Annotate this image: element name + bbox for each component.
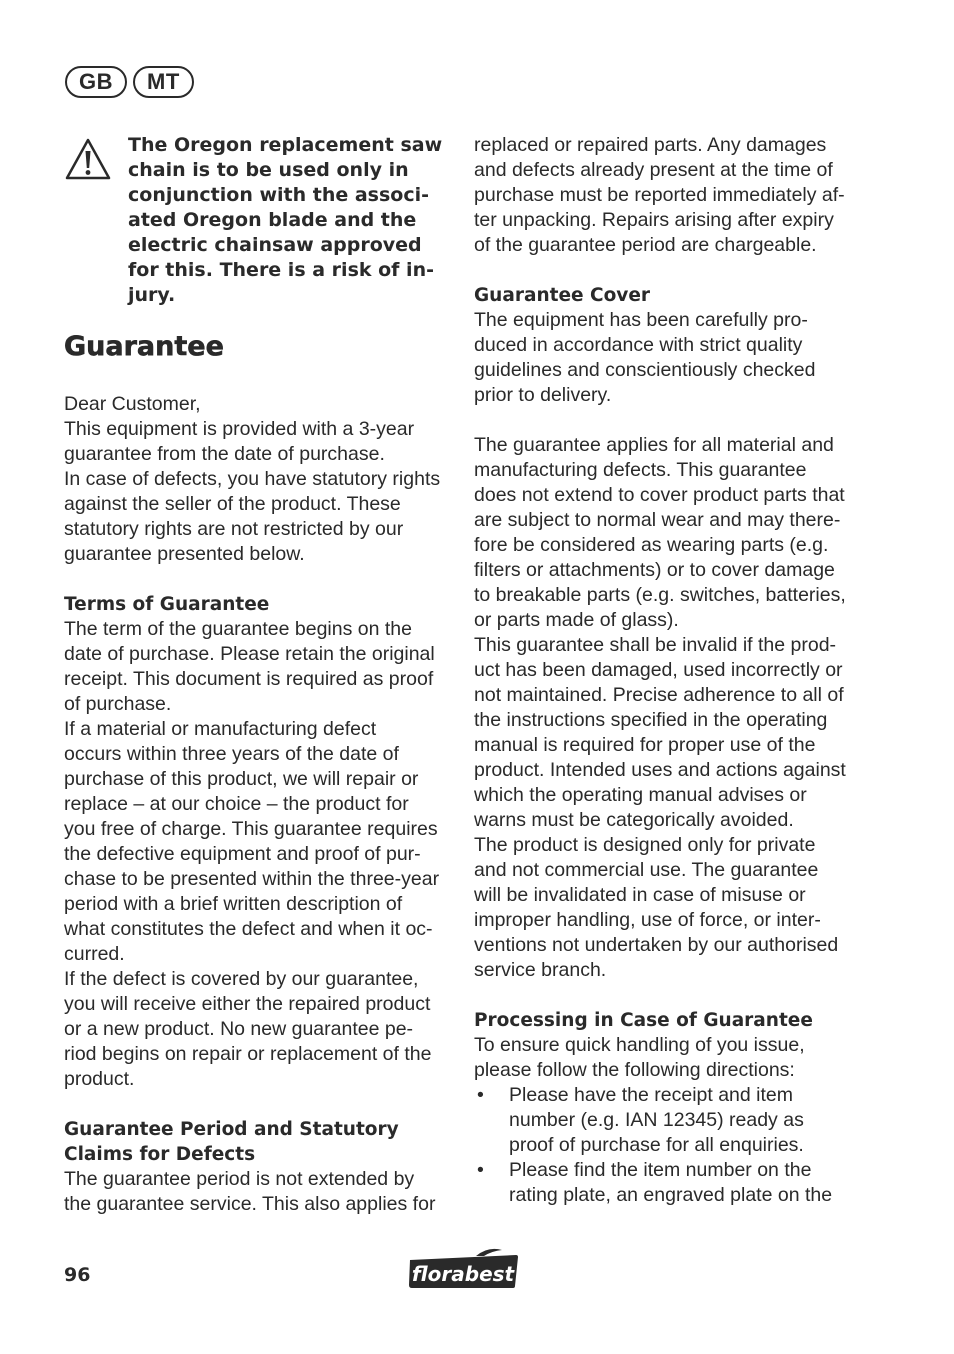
warning-triangle-icon xyxy=(64,133,112,308)
intro-paragraph: Dear Customer, This equipment is provided with a 3-year guarantee from the date of purchase. In case of defects, you have statutory rights against the seller of the product. These statutory rights are not restricted by our guarantee presented below. xyxy=(64,393,441,565)
processing-list xyxy=(474,1083,860,1208)
lang-badge-gb: GB xyxy=(65,66,127,98)
left-column xyxy=(64,133,448,1217)
cover-paragraph-1: The equipment has been carefully pro- duced in accordance with strict quality guidelines and conscientiously checked prior to delivery. xyxy=(474,309,816,406)
list-item: • Please have the receipt and item number (e.g. IAN 12345) ready as proof of purchase for all enquiries. xyxy=(474,1083,860,1158)
cover-paragraph-2: The guarantee applies for all material and manufacturing defects. This guarantee does not extend to cover product parts that are subject to normal wear and may there- fore be considered as wearing parts (e.g. filters or attachments) or to cover damage to breakable parts (e.g. switches, batteries, or parts made of glass). This guarantee shall be invalid if the prod- uct has been damaged, used incorrectly or not maintained. Precise adherence to all of the instructions specified in the operating manual is required for proper use of the product. Intended uses and actions against which the operating manual advises or warns must be categorically avoided. The product is designed only for private and not commercial use. The guarantee will be invalidated in case of misuse or improper handling, use of force, or inter- ventions not undertaken by our authorised service branch. xyxy=(474,434,846,981)
cover-heading: Guarantee Cover xyxy=(474,285,651,306)
page-title: Guarantee xyxy=(64,331,224,362)
right-column xyxy=(474,133,860,1208)
warning-text: The Oregon replacement saw chain is to be used only in conjunction with the associ- ated Oregon blade and the electric chainsaw approved for this. There is a risk of in- jury. xyxy=(128,134,443,306)
florabest-logo xyxy=(406,1246,520,1290)
continued-paragraph: replaced or repaired parts. Any damages and defects already present at the time of purchase must be reported immediately af- ter unpacking. Repairs arising after expiry of the guarantee period are chargeable. xyxy=(474,134,845,256)
processing-heading: Processing in Case of Guarantee xyxy=(474,1010,813,1031)
logo-text: florabest xyxy=(411,1262,515,1286)
page-number: 96 xyxy=(64,1264,91,1286)
list-item: • Please find the item number on the rating plate, an engraved plate on the xyxy=(474,1158,860,1208)
warning-block xyxy=(64,133,448,308)
language-badges xyxy=(65,66,194,98)
period-heading: Guarantee Period and Statutory Claims for Defects xyxy=(64,1119,399,1165)
terms-paragraph: The term of the guarantee begins on the date of purchase. Please retain the original receipt. This document is required as proof of purchase. If a material or manufacturing defect occurs within three years of the date of purchase of this product, we will repair or replace – at our choice – the product for you free of charge. This guarantee requires the defective equipment and proof of pur- chase to be presented within the three-year period with a brief written description of what constitutes the defect and when it oc- curred. If the defect is covered by our guarantee, you will receive either the repaired product or a new product. No new guarantee pe- riod begins on repair or replacement of the product. xyxy=(64,618,440,1090)
terms-heading: Terms of Guarantee xyxy=(64,594,270,615)
period-paragraph: The guarantee period is not extended by the guarantee service. This also applies for xyxy=(64,1168,436,1215)
lang-badge-mt: MT xyxy=(133,66,194,98)
processing-intro: To ensure quick handling of you issue, please follow the following directions: xyxy=(474,1034,805,1081)
